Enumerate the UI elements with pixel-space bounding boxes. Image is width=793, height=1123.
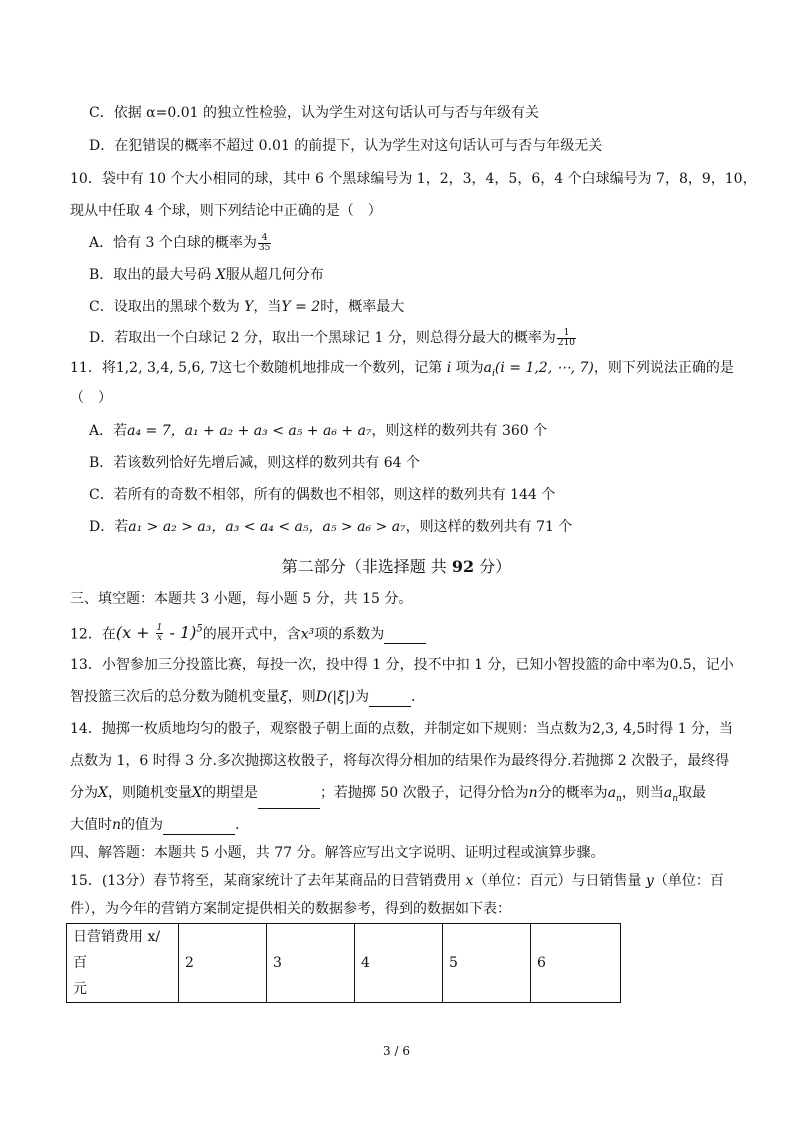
math-var-xi: ξ	[280, 689, 288, 705]
math-index-range: (i = 1,2, ⋯, 7)	[494, 360, 594, 376]
q11-option-d	[89, 517, 572, 537]
q13-hit-rate: 0.5	[669, 657, 692, 673]
math-var-x: x	[465, 873, 474, 889]
q10-option-d-fraction	[557, 329, 576, 348]
answer-blank[interactable]	[258, 794, 320, 809]
q10-option-c-pre: C．设取出的黑球个数为	[89, 299, 245, 315]
q14-point-values: 2,3, 4,5	[591, 721, 646, 737]
page-number: 3 / 6	[383, 1044, 410, 1058]
q15-line1-pre: 15．(13分）春节将至，某商家统计了去年某商品的日营销费用	[70, 873, 466, 889]
math-a-i: $a_i$	[483, 360, 495, 379]
q10-option-a-fraction	[258, 234, 271, 253]
section3-heading: 三、填空题：本题共 3 小题，每小题 5 分，共 15 分。	[70, 591, 413, 607]
q11-option-a-pre: A．若	[89, 423, 128, 439]
q13-line1-pre: 13．小智参加三分投篮比赛，每投一次，投中得 1 分，投不中扣 1 分，已知小智投篮的命中率为	[70, 657, 670, 673]
q14-line3-post: 取最	[678, 785, 706, 801]
part2-heading	[0, 554, 793, 577]
math-var-i: i	[446, 360, 452, 376]
table-header-cell: 日营销费用 x/百 元	[67, 924, 179, 1003]
q14-line3-pre: 分为	[70, 785, 98, 801]
fraction-numerator: 1	[557, 329, 576, 339]
q14-line4-post: 的值为	[121, 817, 164, 833]
math-var-x: X	[215, 267, 226, 283]
q10-option-a-text: A．恰有 3 个白球的概率为	[89, 235, 257, 251]
answer-blank[interactable]	[369, 692, 411, 707]
q10-option-c	[89, 297, 404, 317]
q12-mid: 的展开式中，含	[202, 626, 301, 643]
q10-option-d	[89, 328, 577, 348]
q10-option-a	[89, 233, 272, 253]
q11-option-a-post: ，则这样的数列共有 360 个	[371, 423, 548, 439]
q14-line1-pre: 14．抛掷一枚质地均匀的骰子，观察骰子朝上面的点数，并制定如下规则：当点数为	[70, 721, 592, 737]
section4-heading: 四、解答题：本题共 5 小题，共 77 分。解答应写出文字说明、证明过程或演算步骤。	[70, 845, 605, 861]
q10-option-c-mid: ，当	[253, 299, 282, 315]
q10-option-b	[89, 265, 324, 285]
q10-stem-line1: 10．袋中有 10 个大小相同的球，其中 6 个黑球编号为 1，2，3，4，5，6，4 个白球编号为 7，8，9，10，	[70, 171, 757, 187]
answer-blank[interactable]	[163, 820, 235, 835]
fraction-numerator: 4	[258, 234, 271, 244]
part2-heading-post: 分）	[474, 557, 512, 576]
q11-stem-pre: 11．将	[70, 360, 116, 376]
q13-line1	[70, 655, 734, 675]
table-cell: 6	[531, 924, 621, 1003]
q10-option-d-text: D．若取出一个白球记 2 分，取出一个黑球记 1 分，则总得分最大的概率为	[89, 330, 556, 346]
math-var-x: X	[191, 785, 202, 801]
math-var-y: y	[645, 873, 654, 889]
q14-line4	[70, 815, 239, 835]
q12-line	[70, 620, 426, 644]
q11-stem-mid2: 项为	[451, 360, 484, 376]
q15-line1	[70, 871, 724, 891]
table-cell: 5	[443, 924, 531, 1003]
q11-stem-numbers: 1,2, 3,4, 5,6, 7	[115, 360, 219, 376]
math-eq-y2: Y = 2	[281, 299, 321, 315]
q14-line4-pre: 大值时	[70, 817, 112, 833]
q13-line2-post: 为	[355, 689, 370, 705]
q12-term: x³	[300, 626, 315, 643]
q15-line2: 件），为今年的营销方案制定提供相关的数据参考，得到的数据如下表：	[70, 901, 511, 917]
q11-option-a-math: a₄ = 7，a₁ + a₂ + a₃ < a₅ + a₆ + a₇	[127, 423, 372, 439]
fraction-denominator: 35	[258, 242, 271, 253]
q10-option-b-post: 服从超几何分布	[225, 267, 324, 283]
q11-option-b: B．若该数列恰好先增后减，则这样的数列共有 64 个	[89, 455, 421, 471]
q11-stem-post: ，则下列说法正确的是	[593, 360, 734, 376]
q13-line2-end: ．	[411, 689, 426, 705]
math-a-n: $a_n$	[607, 785, 622, 804]
q14-line4-end: .	[235, 817, 240, 833]
q9-option-d: D．在犯错误的概率不超过 0.01 的前提下，认为学生对这句话认可与否与年级无关	[89, 138, 603, 154]
fraction-denominator: 210	[557, 337, 576, 348]
part2-heading-pre: 第二部分（非选择题 共	[281, 557, 452, 576]
q15-line1-post: （单位：百	[653, 873, 724, 889]
q12-expr: (x + $\frac{1}{x}$ - 1)$^5$	[115, 623, 203, 644]
q14-line2: 点数为 1，6 时得 3 分.多次抛掷这枚骰子，将每次得分相加的结果作为最终得分.若抛掷 2 次骰子，最终得	[70, 753, 730, 769]
q13-line2-pre: 智投篮三次后的总分数为随机变量	[70, 689, 280, 705]
math-var-y: Y	[244, 299, 254, 315]
q10-stem-line2: 现从中任取 4 个球，则下列结论中正确的是（ ）	[70, 203, 382, 219]
q11-option-d-math: a₁ > a₂ > a₃，a₃ < a₄ < a₅，a₅ > a₆ > a₇	[128, 519, 406, 535]
table-cell: 4	[355, 924, 443, 1003]
q14-line1	[70, 719, 733, 739]
q14-line3-mid2: 的期望是	[201, 785, 258, 801]
math-var-n: n	[112, 817, 122, 833]
answer-blank[interactable]	[384, 629, 426, 644]
q9-option-c: C．依据 α=0.01 的独立性检验，认为学生对这句话认可与否与年级有关	[89, 105, 539, 121]
math-var-x: X	[98, 785, 108, 801]
q12-post: 项的系数为	[314, 626, 385, 643]
q11-option-d-pre: D．若	[89, 519, 129, 535]
table-cell: 2	[179, 924, 267, 1003]
q11-option-c: C．若所有的奇数不相邻，所有的偶数也不相邻，则这样的数列共有 144 个	[89, 487, 556, 503]
table-cell: 3	[267, 924, 355, 1003]
q14-line1-post: 时得 1 分，当	[645, 721, 734, 737]
q14-line3-mid3: ；若抛掷 50 次骰子，记得分恰为	[319, 785, 529, 801]
part2-heading-score: 92	[451, 557, 475, 576]
q11-option-a	[89, 421, 547, 441]
q12-pre: 12．在	[70, 626, 116, 643]
q13-line1-post: ，记小	[691, 657, 734, 673]
q14-line3	[70, 783, 706, 809]
math-a-n: $a_n$	[663, 785, 678, 804]
q13-line2-mid: ，则	[287, 689, 316, 705]
q14-line3-mid4: 分的概率为	[537, 785, 608, 801]
q14-line3-mid: ，则随机变量	[107, 785, 192, 801]
q13-line2	[70, 687, 425, 707]
q10-option-c-post: 时，概率最大	[320, 299, 405, 315]
data-table	[66, 923, 621, 1003]
math-var-n: n	[528, 785, 538, 801]
q14-line3-mid5: ，则当	[621, 785, 664, 801]
table-row	[67, 924, 621, 1003]
q15-line1-mid: （单位：百元）与日销售量	[473, 873, 646, 889]
q10-option-b-pre: B．取出的最大号码	[89, 267, 216, 283]
q11-stem-paren: （ ）	[70, 390, 112, 406]
q13-variance-expr: D(|ξ|)	[315, 689, 356, 705]
q11-stem-line1	[70, 358, 734, 384]
q11-stem-mid: 这七个数随机地排成一个数列，记第	[218, 360, 447, 376]
q11-option-d-post: ，则这样的数列共有 71 个	[405, 519, 573, 535]
